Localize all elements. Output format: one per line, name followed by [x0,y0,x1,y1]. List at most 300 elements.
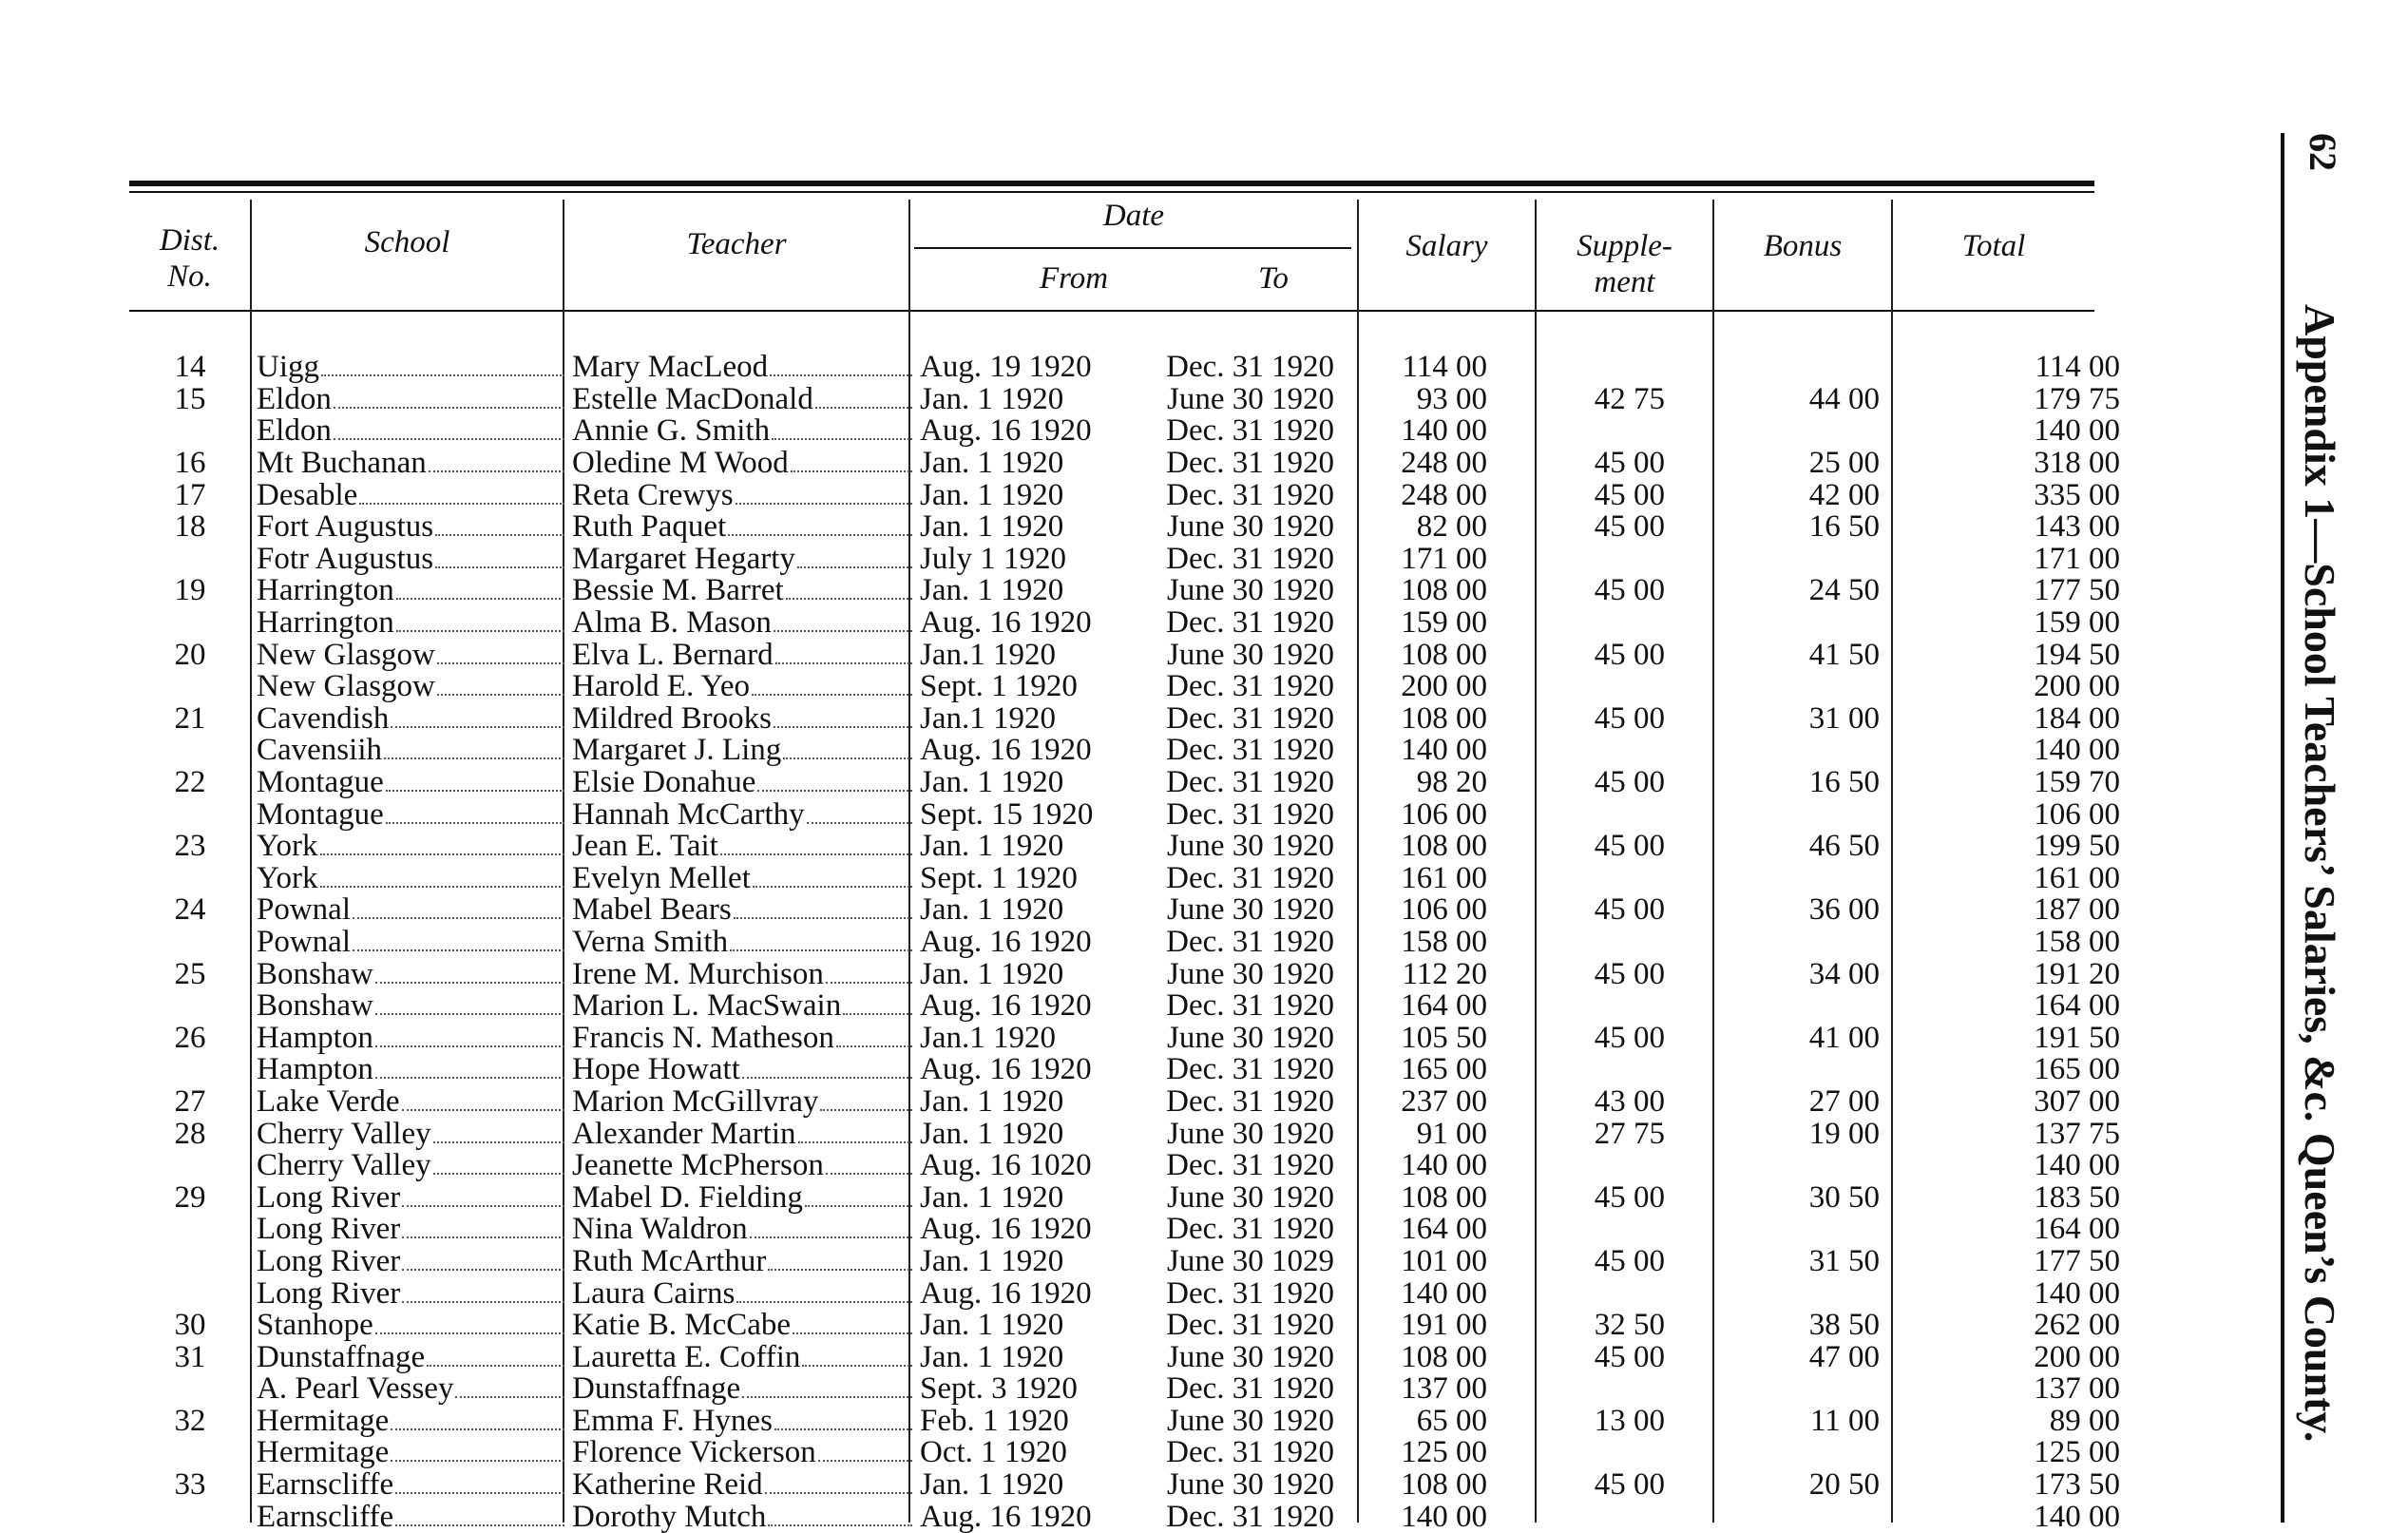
school-text: Uigg [257,352,319,384]
cell-bonus: 30 50 [1808,1181,1880,1215]
cell-bonus: 24 50 [1808,575,1880,607]
cell-teacher [566,1181,914,1214]
cell-supplement [1525,607,1703,640]
cell-dist: 20 [174,639,206,671]
header-date: Date [1102,199,1165,233]
cell-school [251,1277,566,1310]
cell-supplement [1525,352,1703,384]
cell-supplement: 45 00 [1594,894,1665,927]
dot-leader [433,1141,564,1143]
cell-dist [129,990,251,1023]
school-text: Fotr Augustus [257,543,434,575]
cell-salary: 140 00 [1401,415,1487,448]
cell-supplement: 45 00 [1594,447,1665,480]
school-text: Cavensiih [257,735,382,767]
cell-dist [129,1150,251,1182]
table-row [129,958,2158,990]
school-text: Harrington [257,575,394,607]
table-row [129,544,2158,576]
cell-from: Jan. 1 1920 [920,766,1064,799]
cell-school [251,1246,566,1278]
teacher-text: Nina Waldron [572,1214,748,1246]
dot-leader [774,1428,912,1430]
school-text: Cherry Valley [257,1150,431,1182]
school-text: Harrington [257,607,394,640]
table-row [129,575,2158,607]
table-row [129,415,2158,448]
cell-school [251,767,566,799]
dot-leader [775,662,912,664]
cell-to: Dec. 31 1920 [1166,447,1334,480]
cell-supplement: 27 75 [1594,1118,1665,1150]
teacher-text: Lauretta E. Coffin [572,1341,801,1373]
cell-supplement [1525,1373,1703,1406]
cell-teacher [566,479,914,511]
cell-school [251,352,566,384]
page-number: 62 [2302,133,2344,171]
dot-leader [391,726,564,728]
cell-bonus: 19 00 [1808,1118,1880,1150]
table-row [129,1022,2158,1054]
teacher-text: Hope Howatt [572,1054,740,1086]
cell-from: Oct. 1 1920 [920,1437,1067,1469]
cell-salary: 140 00 [1401,1277,1487,1310]
table-row [129,1437,2158,1469]
cell-to: Dec. 31 1920 [1166,735,1334,767]
school-text: Hampton [257,1054,373,1086]
cell-salary: 108 00 [1401,575,1487,607]
cell-to: Dec. 31 1920 [1166,1373,1334,1406]
cell-salary: 125 00 [1401,1437,1487,1469]
cell-bonus [1703,415,1918,448]
teacher-text: Harold E. Yeo [572,671,750,703]
cell-total: 161 00 [2034,862,2120,895]
cell-from: Jan. 1 1920 [920,1085,1064,1119]
cell-bonus: 20 50 [1808,1468,1880,1502]
cell-supplement [1525,863,1703,895]
cell-salary: 165 00 [1401,1054,1487,1086]
cell-teacher [566,1246,914,1278]
cell-total: 140 00 [2034,1149,2120,1182]
dot-leader [802,1365,912,1367]
cell-to: Dec. 31 1920 [1166,1214,1334,1246]
cell-dist [129,607,251,640]
school-text: Stanhope [257,1310,373,1342]
table-row [129,1501,2158,1533]
cell-teacher [566,384,914,416]
cell-bonus [1703,863,1918,895]
teacher-text: Mabel Bears [572,894,732,927]
dot-leader [772,438,912,440]
cell-salary: 248 00 [1401,479,1487,511]
cell-bonus: 11 00 [1809,1405,1880,1438]
cell-salary: 82 00 [1416,510,1487,544]
cell-teacher [566,1406,914,1438]
dot-leader [402,1301,564,1303]
cell-supplement: 45 00 [1594,575,1665,607]
dot-leader [820,1109,912,1111]
cell-school [251,1022,566,1054]
cell-bonus [1703,798,1918,831]
cell-total: 187 00 [2034,894,2120,927]
cell-school [251,1086,566,1119]
cell-dist: 17 [174,479,206,511]
cell-dist [129,671,251,703]
dot-leader [742,1077,912,1079]
teacher-text: Dorothy Mutch [572,1501,767,1533]
top-rule-thin [129,191,2094,193]
cell-salary: 105 50 [1401,1022,1487,1055]
cell-supplement [1525,927,1703,959]
cell-school [251,863,566,895]
teacher-text: Estelle MacDonald [572,383,813,415]
cell-supplement: 45 00 [1594,830,1665,863]
cell-supplement: 45 00 [1594,958,1665,990]
cell-teacher [566,1341,914,1373]
cell-school [251,1310,566,1342]
cell-salary: 191 00 [1401,1309,1487,1342]
cell-school [251,1181,566,1214]
cell-dist: 29 [174,1181,206,1215]
dot-leader [396,598,564,600]
cell-from: Jan. 1 1920 [920,1468,1064,1502]
cell-bonus: 41 00 [1808,1022,1880,1055]
dot-leader [836,1045,912,1047]
cell-total: 194 50 [2034,639,2120,671]
cell-from: Jan. 1 1920 [920,575,1064,607]
cell-dist: 30 [174,1309,206,1342]
cell-to: June 30 1920 [1167,894,1334,927]
running-title: Appendix 1—School Teachers’ Salaries, &c. Queen’s County. [2296,304,2344,1443]
dot-leader [375,1332,564,1334]
teacher-text: Reta Crewys [572,479,734,511]
cell-teacher [566,1086,914,1119]
teacher-text: Marion L. MacSwain [572,990,842,1023]
cell-bonus: 31 50 [1808,1245,1880,1278]
dot-leader [386,822,564,824]
cell-dist [129,863,251,895]
table-row [129,767,2158,799]
cell-total: 191 50 [2034,1022,2120,1055]
cell-dist [129,1437,251,1469]
cell-salary: 114 00 [1402,352,1487,384]
running-head [2298,133,2345,1521]
cell-school [251,1406,566,1438]
cell-to: June 30 1920 [1167,383,1334,416]
cell-to: Dec. 31 1920 [1166,702,1334,736]
cell-to: June 30 1920 [1167,1468,1334,1502]
cell-to: June 30 1920 [1167,1022,1334,1055]
cell-dist: 25 [174,958,206,990]
cell-from: Sept. 15 1920 [920,798,1094,831]
cell-to: Dec. 31 1920 [1166,1085,1334,1119]
cell-dist: 16 [174,447,206,480]
cell-supplement [1525,798,1703,831]
cell-salary: 140 00 [1401,1149,1487,1182]
cell-from: Jan. 1 1920 [920,894,1064,927]
school-text: Cherry Valley [257,1118,431,1150]
teacher-text: Elsie Donahue [572,767,756,799]
cell-total: 137 00 [2034,1373,2120,1406]
school-text: Long River [257,1277,401,1310]
teacher-text: Katherine Reid [572,1469,763,1502]
cell-salary: 140 00 [1401,735,1487,767]
cell-dist: 24 [174,894,206,927]
teacher-text: Dunstaffnage [572,1373,741,1406]
cell-bonus: 41 50 [1808,639,1880,671]
cell-total: 183 50 [2034,1181,2120,1215]
cell-bonus [1703,607,1918,640]
table-row [129,1118,2158,1150]
cell-salary: 108 00 [1401,830,1487,863]
cell-school [251,1214,566,1246]
table-row [129,1054,2158,1086]
cell-from: Jan. 1 1920 [920,447,1064,480]
cell-school [251,415,566,448]
teacher-text: Verna Smith [572,926,729,958]
cell-school [251,1054,566,1086]
cell-total: 173 50 [2034,1468,2120,1502]
cell-teacher [566,1214,914,1246]
dot-leader [320,853,564,855]
cell-salary: 91 00 [1416,1118,1487,1150]
dot-leader [334,438,564,440]
cell-total: 158 00 [2034,926,2120,959]
dot-leader [843,1013,912,1015]
cell-bonus: 36 00 [1808,894,1880,927]
dot-leader [427,1365,564,1367]
cell-school [251,384,566,416]
cell-bonus [1703,735,1918,767]
cell-teacher [566,798,914,831]
cell-from: Aug. 16 1920 [920,415,1092,448]
cell-salary: 140 00 [1401,1501,1487,1533]
dot-leader [826,982,912,984]
cell-salary: 248 00 [1401,447,1487,480]
teacher-text: Mabel D. Fielding [572,1181,803,1214]
table-row [129,352,2158,384]
cell-from: Jan.1 1920 [920,702,1056,736]
school-text: Earnscliffe [257,1469,394,1502]
cell-school [251,1437,566,1469]
teacher-text: Alma B. Mason [572,607,772,640]
cell-supplement: 45 00 [1594,1341,1665,1373]
table-row [129,671,2158,703]
cell-total: 140 00 [2034,415,2120,448]
dot-leader [736,503,912,505]
cell-bonus: 16 50 [1808,510,1880,544]
header-teacher: Teacher [686,227,787,261]
dot-leader [402,1269,564,1271]
cell-bonus: 34 00 [1808,958,1880,990]
cell-supplement: 43 00 [1594,1085,1665,1119]
cell-dist: 32 [174,1405,206,1438]
cell-salary: 164 00 [1401,989,1487,1023]
cell-to: Dec. 31 1920 [1166,1501,1334,1533]
dot-leader [768,1269,912,1271]
cell-salary: 164 00 [1401,1214,1487,1246]
cell-to: Dec. 31 1920 [1166,479,1334,511]
header-from: From [1039,261,1109,296]
cell-total: 89 00 [2049,1405,2120,1438]
cell-school [251,639,566,671]
dot-leader [402,1236,564,1238]
cell-salary: 108 00 [1401,1181,1487,1215]
cell-teacher [566,894,914,927]
cell-to: Dec. 31 1920 [1166,1437,1334,1469]
cell-from: Aug. 16 1020 [920,1149,1092,1182]
dot-leader [359,503,564,505]
cell-teacher [566,958,914,990]
school-text: Cavendish [257,702,390,735]
dot-leader [395,1492,564,1494]
cell-dist: 15 [174,383,206,416]
cell-bonus: 31 00 [1808,702,1880,736]
cell-total: 191 20 [2034,958,2120,990]
dot-leader [728,534,912,536]
cell-to: Dec. 31 1920 [1166,1149,1334,1182]
school-text: Mt Buchanan [257,448,427,480]
cell-from: Jan. 1 1920 [920,510,1064,544]
cell-from: Jan.1 1920 [920,639,1056,671]
cell-dist: 26 [174,1022,206,1055]
header-bonus: Bonus [1763,229,1843,263]
school-text: Hermitage [257,1437,390,1469]
cell-teacher [566,352,914,384]
school-text: Fort Augustus [257,511,434,544]
cell-total: 164 00 [2034,989,2120,1023]
cell-bonus: 42 00 [1808,479,1880,511]
cell-bonus [1703,1214,1918,1246]
cell-to: June 30 1029 [1167,1245,1334,1278]
cell-total: 318 00 [2034,447,2120,480]
teacher-text: Francis N. Matheson [572,1022,834,1054]
cell-supplement [1525,1150,1703,1182]
dot-leader [375,1077,564,1079]
cell-school [251,1501,566,1533]
dot-leader [770,374,912,376]
dot-leader [815,407,912,409]
cell-total: 159 70 [2034,766,2120,799]
teacher-text: Bessie M. Barret [572,575,784,607]
cell-to: Dec. 31 1920 [1166,989,1334,1023]
table-row [129,384,2158,416]
cell-from: Aug. 16 1920 [920,1214,1092,1246]
cell-from: Aug. 16 1920 [920,1054,1092,1086]
cell-dist: 19 [174,575,206,607]
table-row [129,831,2158,863]
dot-leader [807,822,912,824]
cell-school [251,479,566,511]
cell-supplement: 45 00 [1594,1468,1665,1502]
dot-leader [437,662,564,664]
cell-bonus [1703,544,1918,576]
cell-salary: 106 00 [1401,798,1487,831]
cell-supplement [1525,415,1703,448]
cell-dist: 27 [174,1085,206,1119]
cell-teacher [566,1054,914,1086]
cell-teacher [566,1277,914,1310]
cell-to: June 30 1920 [1167,510,1334,544]
cell-bonus [1703,1373,1918,1406]
cell-supplement: 45 00 [1594,1181,1665,1215]
cell-total: 137 75 [2034,1118,2120,1150]
cell-salary: 112 20 [1402,958,1487,990]
cell-school [251,1341,566,1373]
cell-to: Dec. 31 1920 [1166,415,1334,448]
cell-teacher [566,1310,914,1342]
header-supplement: Supple- ment [1577,229,1672,299]
table-row [129,894,2158,927]
cell-school [251,1469,566,1502]
dot-leader [353,949,564,951]
dot-leader [753,886,912,888]
cell-to: Dec. 31 1920 [1166,1309,1334,1342]
school-text: Eldon [257,415,332,448]
header-to: To [1258,261,1289,296]
school-text: New Glasgow [257,671,435,703]
school-text: A. Pearl Vessey [257,1373,454,1406]
cell-dist: 33 [174,1468,206,1502]
cell-total: 200 00 [2034,670,2120,703]
cell-salary: 106 00 [1401,894,1487,927]
cell-salary: 159 00 [1401,606,1487,640]
table-row [129,639,2158,671]
school-text: Hampton [257,1022,373,1054]
teacher-text: Florence Vickerson [572,1437,816,1469]
dot-leader [768,1524,912,1526]
table-row [129,703,2158,736]
cell-to: Dec. 31 1920 [1166,766,1334,799]
cell-bonus: 44 00 [1808,383,1880,416]
cell-teacher [566,1437,914,1469]
cell-to: Dec. 31 1920 [1166,798,1334,831]
table-row [129,798,2158,831]
dot-leader [805,1205,912,1207]
cell-total: 171 00 [2034,543,2120,576]
dot-leader [437,694,564,696]
cell-from: Aug. 19 1920 [920,352,1092,384]
cell-from: Aug. 16 1920 [920,926,1092,959]
cell-to: Dec. 31 1920 [1166,862,1334,895]
cell-bonus [1703,1054,1918,1086]
cell-from: Jan. 1 1920 [920,1181,1064,1215]
dot-leader [730,949,912,951]
cell-to: Dec. 31 1920 [1166,670,1334,703]
cell-teacher [566,927,914,959]
cell-from: Aug. 16 1920 [920,1501,1092,1533]
table-row [129,607,2158,640]
cell-salary: 98 20 [1416,766,1487,799]
dot-leader [433,1173,564,1175]
cell-total: 184 00 [2034,702,2120,736]
cell-to: June 30 1920 [1167,830,1334,863]
cell-bonus [1703,1150,1918,1182]
cell-supplement [1525,1437,1703,1469]
cell-from: Jan. 1 1920 [920,479,1064,511]
dot-leader [774,726,912,728]
cell-bonus: 47 00 [1808,1341,1880,1373]
school-text: Montague [257,767,384,799]
table-row [129,479,2158,511]
table-row [129,1214,2158,1246]
school-text: New Glasgow [257,639,435,671]
table-row [129,990,2158,1023]
cell-total: 140 00 [2034,1277,2120,1310]
dot-leader [375,982,564,984]
cell-teacher [566,1501,914,1533]
cell-from: Jan. 1 1920 [920,1118,1064,1150]
